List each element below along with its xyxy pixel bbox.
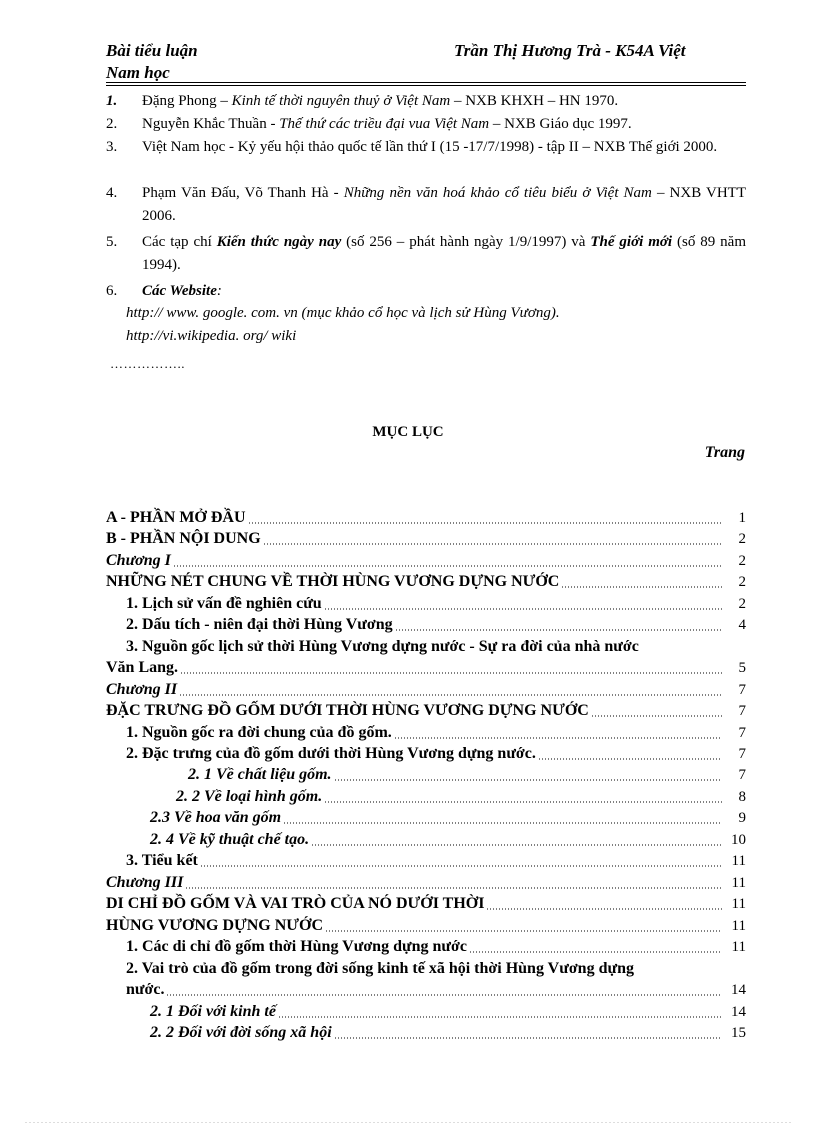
toc-dot-leader (263, 543, 722, 545)
toc-page-number: 11 (731, 853, 746, 869)
toc-dot-leader (278, 1016, 722, 1018)
toc-entry-label: Chương I (106, 552, 171, 569)
toc-entry-label: 1. Các di chỉ đồ gốm thời Hùng Vương dựng nước (126, 938, 467, 955)
toc-dot-leader (173, 565, 722, 567)
toc-page-number: 11 (731, 918, 746, 934)
toc-entry-label: HÙNG VƯƠNG DỰNG NƯỚC (106, 917, 324, 934)
toc-page-number: 7 (738, 682, 746, 698)
toc-entry-label: Chương III (106, 874, 184, 891)
reference-text: Đặng Phong – Kinh tế thời nguyên thuỷ ở Việt Nam – NXB KHXH – HN 1970. (142, 93, 619, 109)
toc-page-number: 15 (731, 1025, 746, 1041)
reference-text: Phạm Văn Đấu, Võ Thanh Hà - Những nền văn hoá khảo cổ tiêu biểu ở Việt Nam – NXB VHTT 2006. (142, 185, 746, 224)
toc-entry[interactable] (106, 528, 746, 550)
toc-entry[interactable] (106, 679, 746, 701)
toc-dot-leader (334, 779, 722, 781)
toc-dot-leader (538, 758, 722, 760)
toc-page-heading: Trang (704, 444, 745, 461)
toc-entry-label: Chương II (106, 681, 178, 698)
toc-page-number: 11 (731, 939, 746, 955)
toc-entry[interactable] (126, 979, 746, 1001)
toc-entry-label: 2.3 Về hoa văn gốm (150, 809, 282, 826)
toc-entry-label: B - PHẦN NỘI DUNG (106, 530, 261, 547)
website-link[interactable]: http:// www. google. com. vn (mục khảo cổ học và lịch sử Hùng Vương). (126, 305, 560, 321)
reference-item (106, 90, 746, 113)
toc-entry[interactable] (106, 700, 746, 722)
toc-dot-leader (334, 1037, 722, 1039)
reference-number: 3. (106, 139, 118, 155)
toc-entry-label-continuation: Văn Lang. (106, 659, 179, 676)
toc-dot-leader (591, 715, 722, 717)
reference-item (106, 113, 746, 136)
toc-page-number: 1 (738, 510, 746, 526)
toc-entry[interactable] (106, 571, 746, 593)
toc-page-number: 2 (738, 553, 746, 569)
reference-number: 5. (106, 234, 118, 250)
toc-entry-label: 1. Nguồn gốc ra đời chung của đồ gốm. (126, 724, 392, 741)
toc-entry-label: 2. 1 Đối với kinh tế (150, 1003, 276, 1020)
toc-page-number: 10 (731, 832, 746, 848)
toc-entry-label: 2. 2 Đối với đời sống xã hội (150, 1024, 332, 1041)
trailing-dots: …………….. (110, 356, 185, 371)
toc-entry[interactable] (126, 743, 746, 765)
toc-entry[interactable] (176, 786, 746, 808)
toc-dot-leader (395, 629, 722, 631)
toc-dot-leader (311, 844, 722, 846)
toc-entry[interactable] (106, 657, 746, 679)
toc-entry[interactable] (126, 936, 746, 958)
header-rule-1 (106, 82, 746, 83)
header-doc-type: Bài tiểu luận (106, 41, 198, 60)
toc-page-number: 7 (738, 725, 746, 741)
toc-entry[interactable] (126, 593, 746, 615)
toc-entry-label: NHỮNG NÉT CHUNG VỀ THỜI HÙNG VƯƠNG DỰNG NƯỚC (106, 573, 560, 590)
toc-entry-label-continuation: nước. (126, 981, 165, 998)
toc-page-number: 5 (738, 660, 746, 676)
toc-title: MỤC LỤC (372, 424, 444, 440)
toc-page-number: 7 (738, 767, 746, 783)
toc-entry-label[interactable]: 2. Vai trò của đồ gốm trong đời sống kinh tế xã hội thời Hùng Vương dựng (126, 960, 634, 977)
toc-entry[interactable] (126, 614, 746, 636)
toc-entry-label: ĐẶC TRƯNG ĐỒ GỐM DƯỚI THỜI HÙNG VƯƠNG DỰNG NƯỚC (106, 702, 589, 719)
toc-entry[interactable] (126, 850, 746, 872)
toc-entry[interactable] (150, 829, 746, 851)
website-link[interactable]: http://vi.wikipedia. org/ wiki (126, 328, 297, 344)
reference-number: 4. (106, 185, 118, 201)
toc-page-number: 9 (738, 810, 746, 826)
toc-entry[interactable] (106, 550, 746, 572)
reference-text: Các tạp chí Kiến thức ngày nay (số 256 – phát hành ngày 1/9/1997) và Thế giới mới (số 89 năm 1994). (142, 234, 746, 273)
toc-dot-leader (200, 865, 722, 867)
toc-page-number: 2 (738, 574, 746, 590)
toc-dot-leader (486, 908, 722, 910)
toc-dot-leader (185, 887, 722, 889)
toc-entry[interactable] (106, 872, 746, 894)
reference-number: 1. (106, 93, 118, 109)
toc-entry[interactable] (106, 915, 746, 937)
reference-item (106, 231, 746, 277)
reference-item (106, 280, 746, 303)
toc-entry[interactable] (150, 1001, 746, 1023)
toc-dot-leader (324, 801, 722, 803)
toc-entry-label: 2. Dấu tích - niên đại thời Hùng Vương (126, 616, 393, 633)
toc-page-number: 2 (738, 596, 746, 612)
toc-page-number: 14 (731, 1004, 746, 1020)
toc-entry[interactable] (150, 1022, 746, 1044)
toc-entry-label: A - PHẦN MỞ ĐẦU (106, 509, 246, 526)
toc-dot-leader (561, 586, 722, 588)
toc-entry-label: 3. Tiểu kết (126, 852, 198, 869)
toc-page-number: 11 (731, 896, 746, 912)
toc-page-number: 7 (738, 703, 746, 719)
toc-dot-leader (394, 737, 722, 739)
toc-page-number: 11 (731, 875, 746, 891)
toc-entry[interactable] (188, 764, 746, 786)
toc-dot-leader (283, 822, 722, 824)
header-author: Trần Thị Hương Trà - K54A Việt (454, 41, 686, 60)
toc-page-number: 8 (738, 789, 746, 805)
toc-entry[interactable] (126, 722, 746, 744)
toc-dot-leader (469, 951, 722, 953)
toc-entry[interactable] (106, 507, 746, 529)
toc-entry[interactable] (150, 807, 746, 829)
reference-item (106, 182, 746, 228)
toc-page-number: 2 (738, 531, 746, 547)
toc-page-number: 4 (738, 617, 746, 633)
toc-dot-leader (325, 930, 722, 932)
toc-page-number: 7 (738, 746, 746, 762)
reference-item (106, 136, 746, 159)
reference-number: 6. (106, 283, 118, 299)
toc-page-number: 14 (731, 982, 746, 998)
toc-dot-leader (179, 694, 722, 696)
toc-entry-label: 2. Đặc trưng của đồ gốm dưới thời Hùng Vương dựng nước. (126, 745, 536, 762)
header-rule-2 (106, 85, 746, 86)
toc-entry-label: 2. 1 Về chất liệu gốm. (188, 766, 332, 783)
reference-text: Việt Nam học - Kỷ yếu hội thảo quốc tế lần thứ I (15 -17/7/1998) - tập II – NXB Thế giới 2000. (142, 139, 718, 155)
toc-entry-label: 2. 2 Về loại hình gốm. (176, 788, 323, 805)
toc-dot-leader (248, 522, 722, 524)
toc-entry-label: 1. Lịch sử vấn đề nghiên cứu (126, 595, 322, 612)
reference-text: Các Website: (142, 283, 222, 299)
reference-text: Nguyễn Khắc Thuần - Thế thứ các triều đại vua Việt Nam – NXB Giáo dục 1997. (142, 116, 632, 132)
toc-entry-label: 2. 4 Về kỹ thuật chế tạo. (150, 831, 310, 848)
toc-entry[interactable] (106, 893, 746, 915)
reference-number: 2. (106, 116, 118, 132)
toc-dot-leader (180, 672, 722, 674)
toc-entry-label[interactable]: 3. Nguồn gốc lịch sử thời Hùng Vương dựng nước - Sự ra đời của nhà nước (126, 638, 639, 655)
header-subject: Nam học (106, 63, 170, 82)
toc-entry-label: DI CHỈ ĐỒ GỐM VÀ VAI TRÒ CỦA NÓ DƯỚI THỜI (106, 895, 485, 912)
toc-dot-leader (166, 994, 722, 996)
toc-dot-leader (324, 608, 722, 610)
